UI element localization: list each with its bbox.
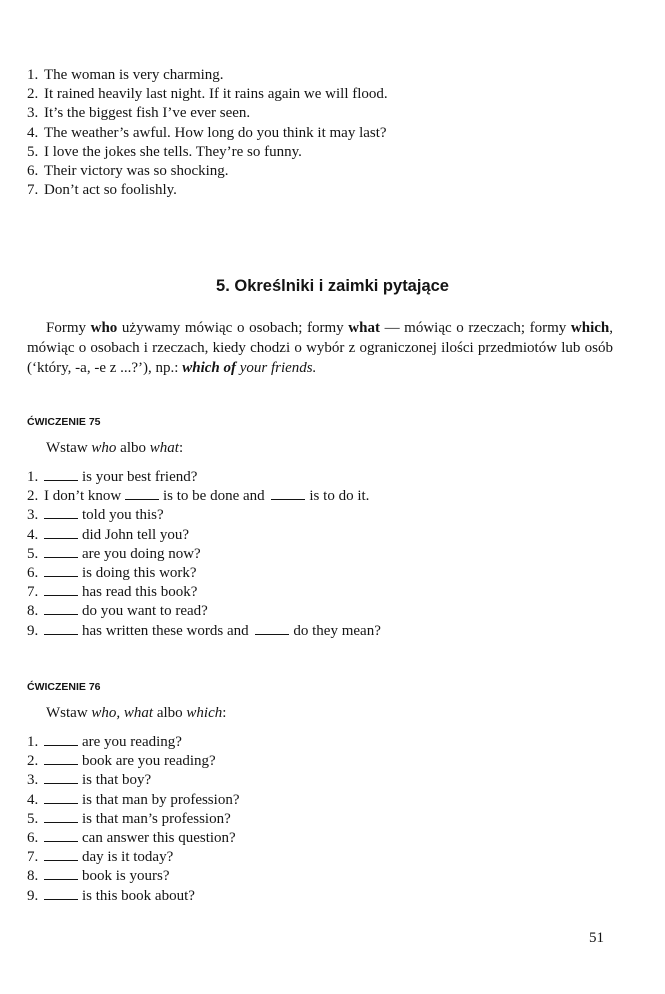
list-item: 3. is that boy? bbox=[27, 772, 152, 789]
answer-blank[interactable] bbox=[44, 830, 78, 842]
list-item: 9. is this book about? bbox=[27, 887, 195, 904]
answer-blank[interactable] bbox=[44, 772, 78, 784]
list-item: 6. Their victory was so shocking. bbox=[27, 163, 229, 180]
answer-blank[interactable] bbox=[255, 623, 289, 635]
list-item: 5. is that man’s profession? bbox=[27, 810, 231, 827]
answer-blank[interactable] bbox=[44, 811, 78, 823]
list-item: 9. has written these words and do they mean? bbox=[27, 622, 381, 639]
list-item: 7. has read this book? bbox=[27, 584, 198, 601]
answer-blank[interactable] bbox=[125, 488, 159, 500]
section-heading: 5. Określniki i zaimki pytające bbox=[216, 277, 449, 295]
answer-blank[interactable] bbox=[44, 603, 78, 615]
answer-blank[interactable] bbox=[44, 584, 78, 596]
list-item: 2. I don’t know is to be done and is to do it. bbox=[27, 488, 370, 505]
list-item: 8. book is yours? bbox=[27, 868, 170, 885]
list-item: 2. book are you reading? bbox=[27, 753, 216, 770]
answer-blank[interactable] bbox=[44, 792, 78, 804]
answer-blank[interactable] bbox=[44, 565, 78, 577]
list-item: 5. are you doing now? bbox=[27, 545, 201, 562]
page-number: 51 bbox=[589, 930, 604, 946]
answer-blank[interactable] bbox=[44, 623, 78, 635]
answer-blank[interactable] bbox=[271, 488, 305, 500]
list-item: 8. do you want to read? bbox=[27, 603, 208, 620]
answer-blank[interactable] bbox=[44, 469, 78, 481]
list-item: 1. The woman is very charming. bbox=[27, 67, 224, 83]
list-item: 7. Don’t act so foolishly. bbox=[27, 182, 177, 199]
list-item: 6. is doing this work? bbox=[27, 565, 197, 582]
exercise-76-instruction: Wstaw who, what albo which: bbox=[46, 705, 227, 721]
list-item: 2. It rained heavily last night. If it rains again we will flood. bbox=[27, 86, 388, 103]
answer-blank[interactable] bbox=[44, 849, 78, 861]
list-item: 3. told you this? bbox=[27, 507, 164, 524]
answer-blank[interactable] bbox=[44, 868, 78, 880]
answer-blank[interactable] bbox=[44, 753, 78, 765]
answer-blank[interactable] bbox=[44, 888, 78, 900]
exercise-75-title: ĆWICZENIE 75 bbox=[27, 416, 101, 428]
answer-blank[interactable] bbox=[44, 527, 78, 539]
answer-blank[interactable] bbox=[44, 734, 78, 746]
intro-sentence-list bbox=[27, 66, 388, 200]
list-item: 6. can answer this question? bbox=[27, 830, 236, 847]
list-item: 4. did John tell you? bbox=[27, 526, 190, 543]
section-paragraph: Formy who używamy mówiąc o osobach; formy what — mówiąc o rzeczach; formy which, mówiąc o osobach i rzeczach, kiedy chodzi o wybór z ograniczonej ilości przedmiotów lub osób (‘który, -a, -e z ...?’), np.: which of your friends. bbox=[27, 320, 613, 376]
list-item: 4. is that man by profession? bbox=[27, 791, 240, 808]
list-item: 3. It’s the biggest fish I’ve ever seen. bbox=[27, 105, 251, 122]
list-item: 1. are you reading? bbox=[27, 734, 182, 750]
list-item: 7. day is it today? bbox=[27, 849, 174, 866]
list-item: 1. is your best friend? bbox=[27, 469, 198, 485]
exercise-75-list bbox=[27, 468, 381, 641]
list-item: 4. The weather’s awful. How long do you think it may last? bbox=[27, 124, 387, 141]
exercise-76-title: ĆWICZENIE 76 bbox=[27, 681, 101, 693]
list-item: 5. I love the jokes she tells. They’re so funny. bbox=[27, 143, 302, 160]
answer-blank[interactable] bbox=[44, 507, 78, 519]
exercise-76-list bbox=[27, 733, 239, 906]
exercise-75-instruction: Wstaw who albo what: bbox=[46, 440, 184, 456]
answer-blank[interactable] bbox=[44, 546, 78, 558]
